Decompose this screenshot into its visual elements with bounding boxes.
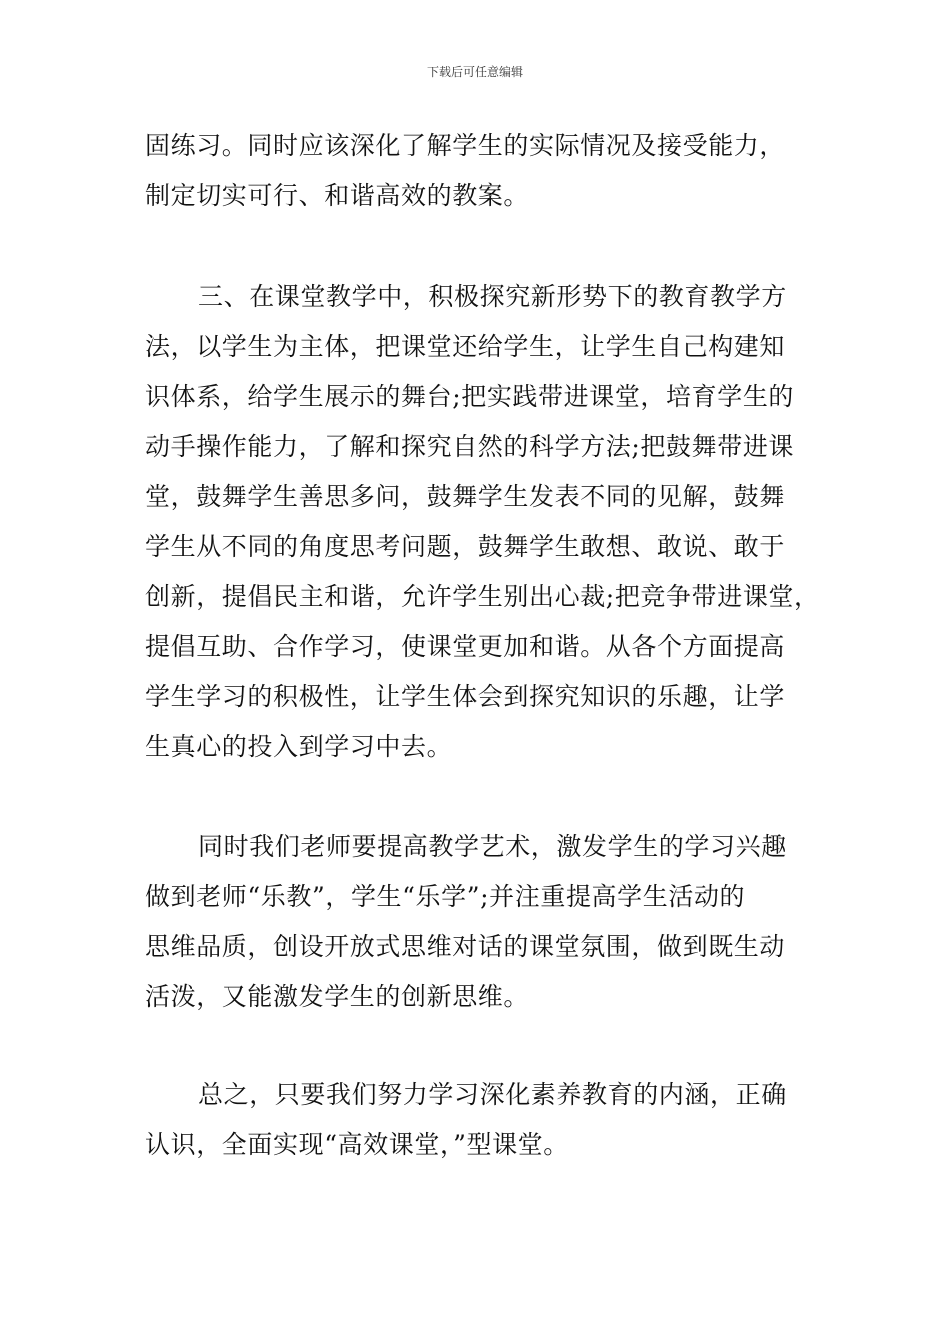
- text-line: 思维品质，创设开放式思维对话的课堂氛围，做到既生动: [145, 932, 786, 961]
- text-line: 固练习。同时应该深化了解学生的实际情况及接受能力，: [145, 131, 786, 160]
- text-line: 认识，全面实现“高效课堂，”型课堂。: [145, 1130, 569, 1159]
- text-line: 法，以学生为主体，把课堂还给学生，让学生自己构建知: [145, 332, 786, 361]
- text-line: 创新，提倡民主和谐，允许学生别出心裁;把竞争带进课堂，: [145, 582, 820, 611]
- text-line: 做到老师“乐教”，学生“乐学”;并注重提高学生活动的: [145, 882, 746, 911]
- text-line: 动手操作能力，了解和探究自然的科学方法;把鼓舞带进课: [145, 432, 795, 461]
- paragraph-section-three: [145, 272, 820, 772]
- text-line: 提倡互助、合作学习，使课堂更加和谐。从各个方面提高: [145, 632, 786, 661]
- text-line: 三、在课堂教学中，积极探究新形势下的教育教学方: [198, 282, 787, 311]
- text-line: 学生从不同的角度思考问题，鼓舞学生敢想、敢说、敢于: [145, 532, 786, 561]
- paragraph-conclusion: [145, 1070, 815, 1170]
- text-line: 生真心的投入到学习中去。: [145, 732, 453, 761]
- text-line: 活泼，又能激发学生的创新思维。: [145, 982, 530, 1011]
- paragraph-teaching-art: [145, 822, 815, 1022]
- text-line: 堂，鼓舞学生善思多问，鼓舞学生发表不同的见解，鼓舞: [145, 482, 786, 511]
- text-line: 制定切实可行、和谐高效的教案。: [145, 181, 530, 210]
- text-line: 同时我们老师要提高教学艺术，激发学生的学习兴趣: [198, 832, 787, 861]
- text-line: 识体系，给学生展示的舞台;把实践带进课堂，培育学生的: [145, 382, 795, 411]
- text-line: 学生学习的积极性，让学生体会到探究知识的乐趣，让学: [145, 682, 786, 711]
- page-header: 下载后可任意编辑: [426, 65, 523, 79]
- paragraph-continuation: [145, 121, 815, 221]
- text-line: 总之，只要我们努力学习深化素养教育的内涵，正确: [198, 1080, 787, 1109]
